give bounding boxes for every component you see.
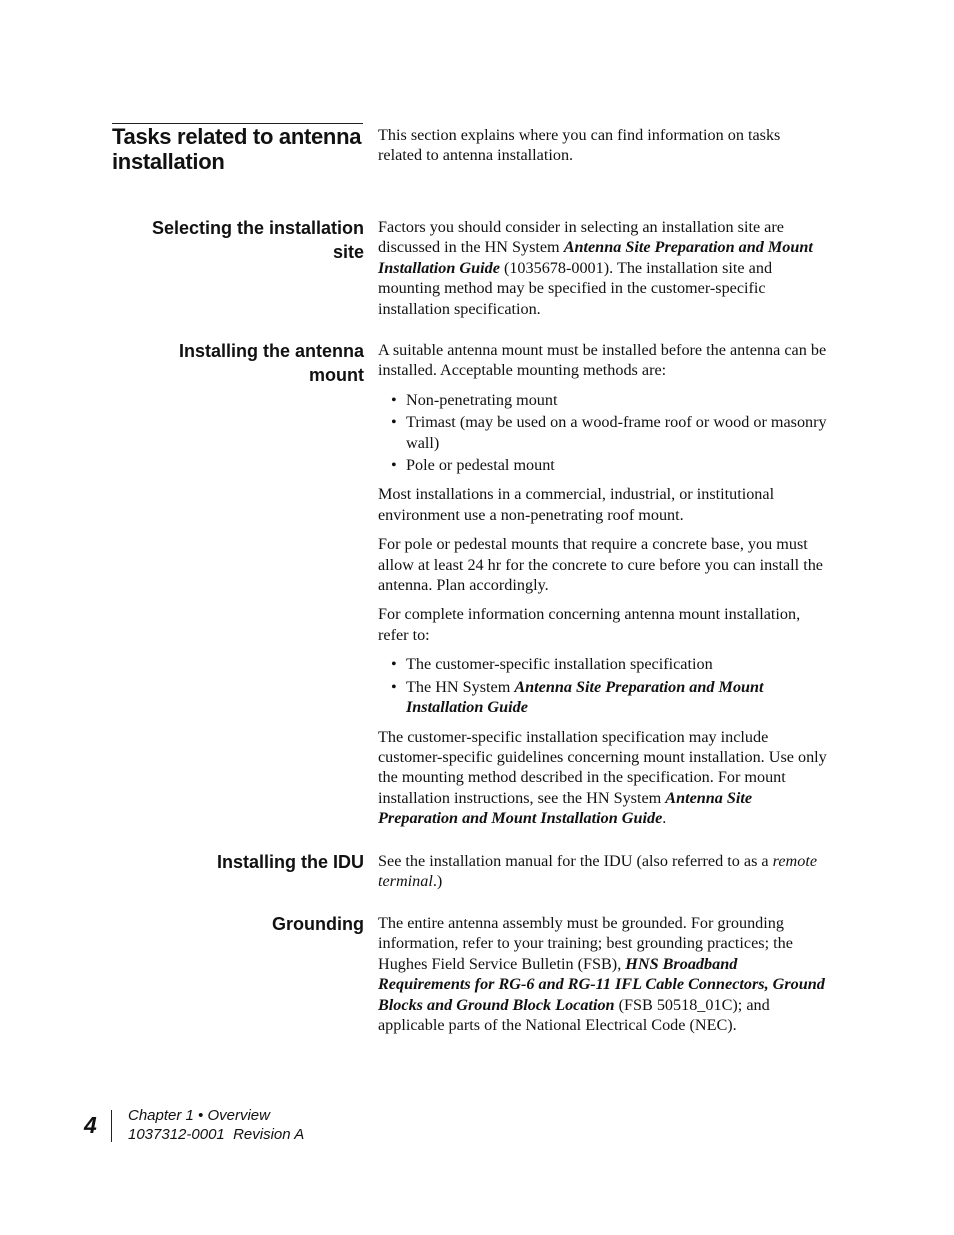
intro-paragraph: This section explains where you can find information on tasks related to antenna installation. <box>378 126 781 165</box>
ref2-text: The HN System <box>406 677 515 696</box>
mount-paragraph-4: For complete information concerning antenna mount installation, refer to: <box>378 605 801 644</box>
grounding-bulletin-title: HNS Broadband Requirements for RG-6 and RG-11 IFL Cable Connectors, Ground Blocks and Ground Block Location <box>378 954 825 1014</box>
heading-grounding: Grounding <box>272 914 364 934</box>
list-item <box>378 677 828 718</box>
grounding-paragraph <box>378 913 828 1035</box>
mount-paragraph-1: A suitable antenna mount must be installed before the antenna can be installed. Acceptable mounting methods are: <box>378 341 827 380</box>
heading-antenna-mount: Installing the antenna mount <box>178 341 364 385</box>
idu-text-a: See the installation manual for the IDU (also referred to as a <box>378 852 773 870</box>
section-grounding <box>378 913 828 1044</box>
section-selecting-site <box>378 217 828 328</box>
section-antenna-mount <box>378 340 828 838</box>
p5-text-a: The customer-specific installation specification may include customer-specific guidelines concerning mount installation. Use only the mounting method described in the specification. For mount installation instructions, see the HN System <box>378 727 827 807</box>
heading-installing-idu: Installing the IDU <box>216 852 364 872</box>
idu-remote-terminal: remote terminal <box>378 852 818 891</box>
selecting-text-c: (1035678-0001). The installation site and mounting method may be specified in the customer-specific installation specification. <box>378 258 773 318</box>
page-title: Tasks related to antenna installation <box>112 124 362 174</box>
footer-divider <box>111 1110 112 1142</box>
section-installing-idu <box>378 851 828 901</box>
list-item: • Pole or pedestal mount <box>378 455 828 475</box>
footer-doc-id: 1037312-0001 Revision A <box>128 1126 305 1143</box>
grounding-text-a: The entire antenna assembly must be grounded. For grounding information, refer to your training; best grounding practices; the Hughes Field Service Bulletin (FSB), <box>378 914 793 973</box>
list-item: • Trimast (may be used on a wood-frame roof or wood or masonry wall) <box>378 412 828 453</box>
selecting-text-a: Factors you should consider in selecting an installation site are discussed in the HN System <box>378 218 784 257</box>
heading-selecting-site: Selecting the installation site <box>151 218 364 262</box>
page-number: 4 <box>84 1112 97 1138</box>
footer-info <box>128 1106 304 1144</box>
mount-paragraph-3: For pole or pedestal mounts that require a concrete base, you must allow at least 24 hr for the concrete to cure before you can install the antenna. Plan accordingly. <box>378 535 823 595</box>
mount-references-list <box>378 654 828 717</box>
grounding-text-c: (FSB 50518_01C); and applicable parts of the National Electrical Code (NEC). <box>378 995 770 1035</box>
selecting-guide-title: Antenna Site Preparation and Mount Installation Guide <box>378 238 813 277</box>
selecting-paragraph <box>378 217 828 319</box>
list-item: • Non-penetrating mount <box>378 390 828 410</box>
p5-guide-title: Antenna Site Preparation and Mount Installation Guide <box>378 788 753 828</box>
list-item: • The customer-specific installation specification <box>378 654 828 674</box>
ref2-guide-title: Antenna Site Preparation and Mount Installation Guide <box>406 677 764 717</box>
mount-methods-list <box>378 390 828 476</box>
footer-chapter: Chapter 1 • Overview <box>128 1107 270 1124</box>
p5-text-c: . <box>662 809 667 828</box>
idu-text-c: .) <box>432 872 443 891</box>
mount-paragraph-2: Most installations in a commercial, industrial, or institutional environment use a non-penetrating roof mount. <box>378 485 775 524</box>
idu-paragraph <box>378 851 828 892</box>
intro-text <box>378 125 828 175</box>
mount-paragraph-5 <box>378 727 828 829</box>
